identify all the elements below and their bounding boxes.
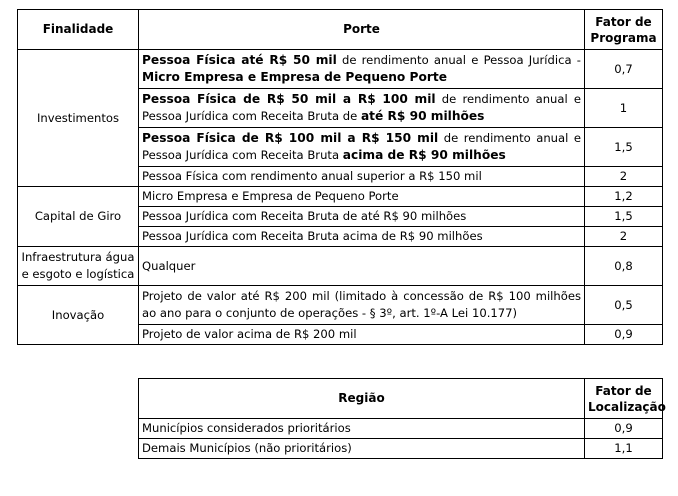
fator-programa-table xyxy=(17,9,663,345)
fator-cell: 0,5 xyxy=(585,286,663,325)
bold-text: Pessoa Física de R$ 50 mil a R$ 100 mil xyxy=(142,92,436,106)
bold-text: acima de R$ 90 milhões xyxy=(342,148,506,162)
porte-cell xyxy=(139,50,585,89)
bold-text: até R$ 90 milhões xyxy=(360,109,485,123)
regular-text: de rendimento anual e Pessoa Jurídica - xyxy=(336,53,581,67)
table-row xyxy=(18,247,663,286)
porte-cell xyxy=(139,128,585,167)
fator-cell: 0,8 xyxy=(585,247,663,286)
fator-localizacao-table xyxy=(138,378,666,459)
group-infra-line2: e esgoto e logística xyxy=(21,267,135,281)
porte-cell xyxy=(139,89,585,128)
regular-text: de rendimento anual e Pessoa Jurídica com Receita Bruta xyxy=(142,131,581,162)
header-fator-localizacao xyxy=(585,379,666,419)
porte-cell: Projeto de valor acima de R$ 200 mil xyxy=(139,325,585,345)
regular-text: de rendimento anual e Pessoa Jurídica com Receita Bruta de xyxy=(142,92,582,123)
fator-cell: 0,9 xyxy=(585,419,663,439)
table-row xyxy=(139,419,663,439)
header-fator-programa xyxy=(585,10,663,50)
regiao-cell: Municípios considerados prioritários xyxy=(139,419,585,439)
group-capital-giro: Capital de Giro xyxy=(18,187,139,247)
table-row xyxy=(18,286,663,325)
bold-text: Pessoa Física até R$ 50 mil xyxy=(142,53,337,67)
porte-cell: Pessoa Jurídica com Receita Bruta de até R$ 90 milhões xyxy=(139,207,585,227)
table-row xyxy=(18,50,663,89)
porte-cell: Projeto de valor até R$ 200 mil (limitado à concessão de R$ 100 milhões ao ano para o conjunto de operações - § 3º, art. 1º-A Lei 10.177) xyxy=(139,286,585,325)
fator-cell: 2 xyxy=(585,167,663,187)
fator-cell: 1,5 xyxy=(585,207,663,227)
group-investimentos: Investimentos xyxy=(18,50,139,187)
header-fator-line2: Programa xyxy=(590,30,657,45)
porte-cell: Pessoa Física com rendimento anual superior a R$ 150 mil xyxy=(139,167,585,187)
table-row xyxy=(18,187,663,207)
table-header-row xyxy=(18,10,663,50)
bold-text: Pessoa Física de R$ 100 mil a R$ 150 mil xyxy=(142,131,439,145)
header-finalidade: Finalidade xyxy=(18,10,139,50)
fator-cell: 1,5 xyxy=(585,128,663,167)
header-fator-line1: Fator de xyxy=(595,383,652,398)
fator-cell: 2 xyxy=(585,227,663,247)
header-regiao: Região xyxy=(139,379,585,419)
table-header-row xyxy=(139,379,663,419)
porte-cell: Pessoa Jurídica com Receita Bruta acima de R$ 90 milhões xyxy=(139,227,585,247)
bold-text: Micro Empresa e Empresa de Pequeno Porte xyxy=(142,70,447,84)
group-infraestrutura xyxy=(18,247,139,286)
fator-cell: 0,9 xyxy=(585,325,663,345)
group-inovacao: Inovação xyxy=(18,286,139,345)
fator-cell: 0,7 xyxy=(585,50,663,89)
porte-cell: Micro Empresa e Empresa de Pequeno Porte xyxy=(139,187,585,207)
porte-cell: Qualquer xyxy=(139,247,585,286)
regiao-cell: Demais Municípios (não prioritários) xyxy=(139,439,585,459)
table-row xyxy=(139,439,663,459)
fator-cell: 1 xyxy=(585,89,663,128)
fator-cell: 1,1 xyxy=(585,439,663,459)
header-fator-line2: Localização xyxy=(588,399,666,414)
header-porte: Porte xyxy=(139,10,585,50)
header-fator-line1: Fator de xyxy=(595,14,652,29)
group-infra-line1: Infraestrutura água xyxy=(21,250,135,264)
fator-cell: 1,2 xyxy=(585,187,663,207)
